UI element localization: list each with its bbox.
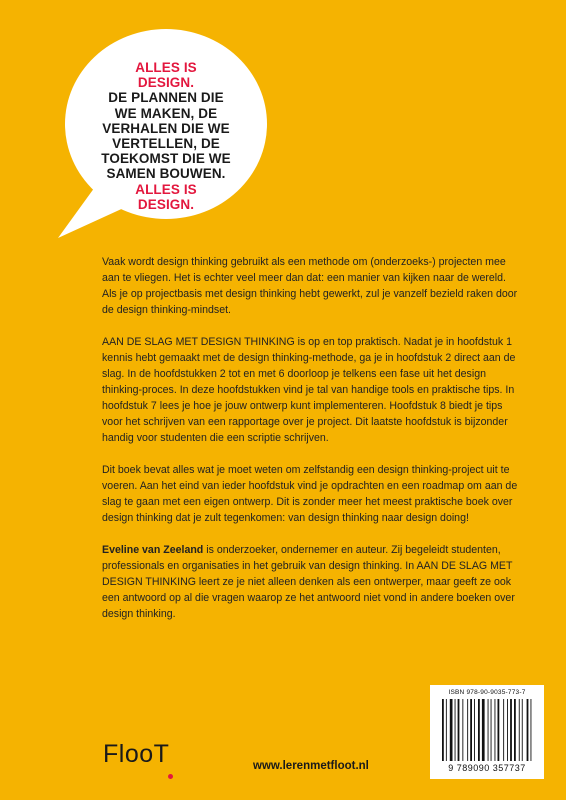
paragraph-summary: Dit boek bevat alles wat je moet weten om zelfstandig een design thinking-project uit te voeren. Aan het eind van ieder hoofdstuk vind je opdrachten en een roadmap om aan de slag te gaan met een eigen ontwerp. Dit is zonder meer het meest praktische boek over design thinking dat je zult tegenkomen: van design thinking naar design doing!	[102, 464, 518, 524]
paragraph-contents: AAN DE SLAG MET DESIGN THINKING is op en top praktisch. Nadat je in hoofdstuk 1 kennis hebt gemaakt met de design thinking-methode, ga je in hoofdstuk 2 direct aan de slag. In de hoofdstukken 2 tot en met 6 doorloop je telkens een fase uit het design thinking-proces. In deze hoofdstukken vind je tal van handige tools en praktische tips. In hoofdstuk 7 lees je hoe je jouw ontwerp kunt implementeren. Hoofdstuk 8 biedt je tips voor het schrijven van een rapportage over je project. Dit laatste hoofdstuk is bijzonder handig voor studenten die een scriptie schrijven.	[102, 336, 516, 444]
barcode-icon	[442, 699, 532, 761]
logo-dot-icon	[168, 774, 173, 779]
bubble-line: VERHALEN DIE WE	[102, 120, 230, 136]
author-bio: is onderzoeker, ondernemer en auteur. Zij begeleidt studenten, professionals en organisaties in het gebruik van design thinking. In AAN DE SLAG MET DESIGN THINKING leert ze je niet alleen denken als een ontwerper, maar geeft ze ook een antwoord op al die vragen waarop ze het antwoord niet vond in andere boeken over design thinking.	[102, 544, 515, 620]
bubble-line: DE PLANNEN DIE	[108, 90, 224, 106]
back-cover-text	[102, 254, 522, 622]
website-url[interactable]: www.lerenmetfloot.nl	[253, 760, 369, 772]
speech-bubble	[0, 0, 300, 260]
bubble-line: ALLES IS	[135, 181, 197, 197]
bubble-line: WE MAKEN, DE	[114, 105, 218, 121]
bubble-line: DESIGN.	[137, 196, 195, 212]
publisher-logo: FlooT	[103, 740, 170, 768]
barcode-box	[430, 685, 544, 779]
bubble-line: DESIGN.	[137, 75, 195, 91]
paragraph-intro: Vaak wordt design thinking gebruikt als een methode om (onderzoeks-) projecten mee aan te vliegen. Het is echter veel meer dan dat: een manier van kijken naar de wereld. Als je op projectbasis met design thinking hebt gewerkt, zul je vanzelf bezield raken door de design thinking-mindset.	[102, 256, 518, 316]
barcode-digits: 9 789090 357737	[448, 763, 526, 773]
isbn-label: ISBN 978-90-9035-773-7	[448, 689, 526, 696]
bubble-line: VERTELLEN, DE	[112, 136, 220, 152]
bubble-line: TOEKOMST DIE WE	[101, 151, 231, 167]
bubble-line: SAMEN BOUWEN.	[106, 166, 226, 182]
bubble-quote	[96, 60, 236, 212]
author-name: Eveline van Zeeland	[102, 544, 204, 556]
bubble-line: ALLES IS	[135, 60, 197, 75]
paragraph-author	[102, 542, 522, 622]
